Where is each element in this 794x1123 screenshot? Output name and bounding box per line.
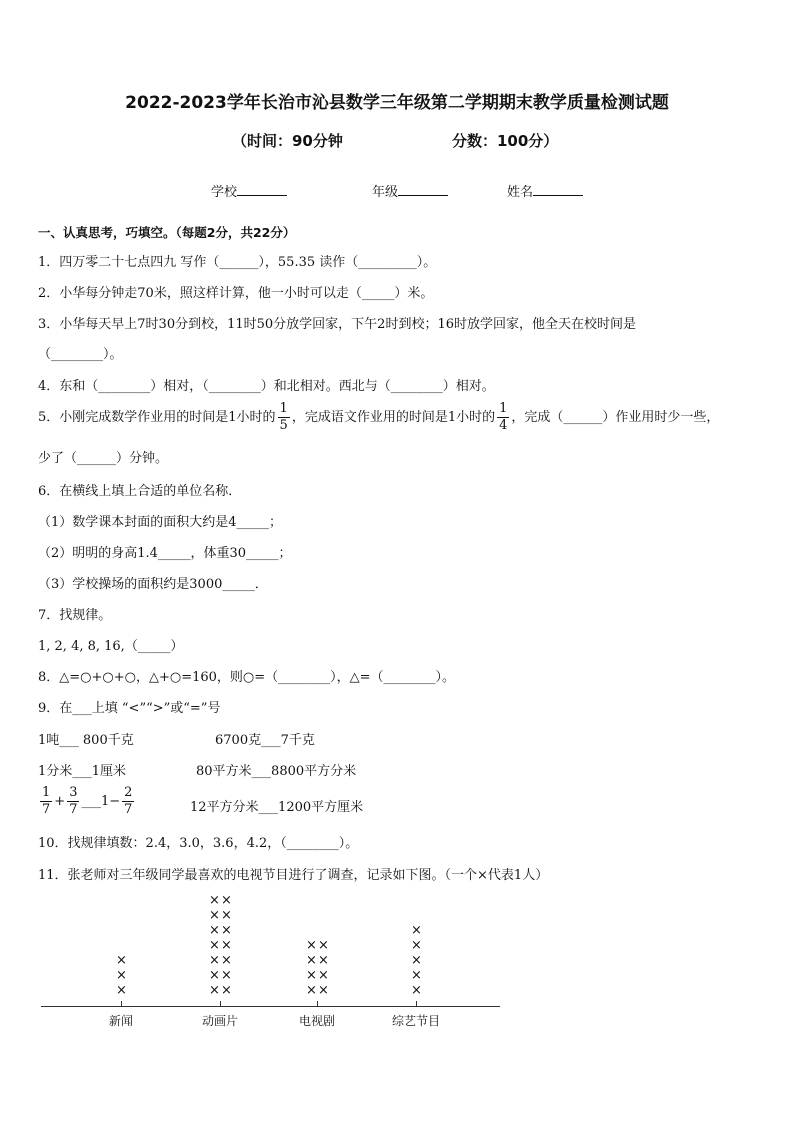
question-6-3: （3）学校操场的面积约是3000_____． [38,577,268,592]
question-5: 5．小刚完成数学作业用的时间是1小时的 $\frac{1}{5}$ ，完成语文作业用的时间是1小时的 $\frac{1}{4}$ ，完成（______）作业用时少一些， [38,401,720,433]
fraction-2-7: $\frac{2}{7}$ [124,785,133,817]
tally-mark: × [318,953,329,968]
school-label: 学校 [211,185,238,200]
compare-sq-dm: 12平方分米___1200平方厘米 [190,800,364,815]
question-4: 4．东和（________）相对，（________）和北相对。西北与（________）相对。 [38,379,495,394]
category-label: 电视剧 [299,1014,336,1028]
fraction-1-5: $\frac{1}{5}$ [279,401,288,433]
tally-mark: × [318,968,329,983]
tally-mark: × [221,893,232,908]
axis-tick [121,1001,122,1007]
tally-mark: × [221,923,232,938]
tally-mark: × [411,923,422,938]
grade-label: 年级 [372,185,399,200]
question-10: 10．找规律填数：2.4，3.0，3.6，4.2，（________）。 [38,836,359,851]
tally-mark: × [221,968,232,983]
question-8: 8．△=○+○+○，△+○=160，则○=（________），△=（________）。 [38,670,456,685]
category-label: 综艺节目 [392,1014,441,1028]
name-label: 姓名 [507,185,534,200]
question-1: 1．四万零二十七点四九 写作（______），55.35 读作（_________）。 [38,255,437,270]
page-title: 2022-2023学年长治市沁县数学三年级第二学期期末教学质量检测试题 [125,93,669,113]
tally-mark: × [209,923,220,938]
tally-mark: × [306,968,317,983]
grade-field [372,181,448,200]
tally-mark: × [318,938,329,953]
question-6-1: （1）数学课本封面的面积大约是4_____； [38,515,283,530]
name-field [507,181,583,200]
compare-tons: 1吨___ 800千克 [38,733,134,748]
tally-mark: × [411,968,422,983]
tally-mark: × [209,938,220,953]
tally-mark: × [209,908,220,923]
question-7-sequence: 1, 2, 4, 8, 16,（_____） [38,639,184,654]
section-heading: 一、认真思考，巧填空。（每题2分，共22分） [38,225,296,240]
question-5-cont: 少了（______）分钟。 [38,451,169,466]
category-label: 新闻 [109,1014,134,1028]
school-blank[interactable] [237,183,287,196]
time-label: （时间：90分钟 [232,132,343,150]
name-blank[interactable] [533,183,583,196]
tally-mark: × [306,953,317,968]
question-3: 3．小华每天早上7时30分到校，11时50分放学回家，下午2时到校；16时放学回家，他全天在校时间是 [38,317,636,332]
axis-tick [317,1001,318,1007]
tally-mark: × [221,938,232,953]
question-11: 11．张老师对三年级同学最喜欢的电视节目进行了调查，记录如下图。（一个×代表1人） [38,868,549,883]
tally-mark: × [116,953,127,968]
school-field [211,181,287,200]
question-2: 2．小华每分钟走70米，照这样计算，他一小时可以走（_____）米。 [38,286,434,301]
tally-mark: × [411,983,422,998]
compare-dm: 1分米___1厘米 [38,764,127,779]
fraction-3-7: $\frac{3}{7}$ [69,785,78,817]
tally-mark: × [318,983,329,998]
question-7: 7．找规律。 [38,608,112,623]
question-6: 6．在横线上填上合适的单位名称． [38,484,242,499]
fraction-1-7: $\frac{1}{7}$ [42,785,51,817]
tally-mark: × [221,983,232,998]
tally-mark: × [306,983,317,998]
tally-mark: × [221,953,232,968]
tally-mark: × [209,893,220,908]
tally-mark: × [209,983,220,998]
axis-tick [220,1001,221,1007]
tally-mark: × [411,953,422,968]
tally-mark: × [411,938,422,953]
axis-tick [416,1001,417,1007]
compare-fractions: $\frac{1}{7}$ + $\frac{3}{7}$ ___1− $\frac{2}{7}$ [42,785,133,817]
question-3-cont: （________）。 [38,347,123,362]
chart-axis [41,1006,500,1007]
tally-mark: × [221,908,232,923]
category-label: 动画片 [202,1014,239,1028]
tally-mark: × [306,938,317,953]
score-label: 分数：100分） [452,132,559,150]
question-6-2: （2）明明的身高1.4_____，体重30_____； [38,546,292,561]
question-9: 9．在___上填 “<”“>”或“=”号 [38,701,221,716]
tally-mark: × [116,968,127,983]
compare-grams: 6700克___7千克 [215,733,315,748]
fraction-1-4: $\frac{1}{4}$ [499,401,508,433]
compare-area: 80平方米___8800平方分米 [196,764,357,779]
grade-blank[interactable] [398,183,448,196]
tally-mark: × [116,983,127,998]
tally-mark: × [209,968,220,983]
tally-mark: × [209,953,220,968]
